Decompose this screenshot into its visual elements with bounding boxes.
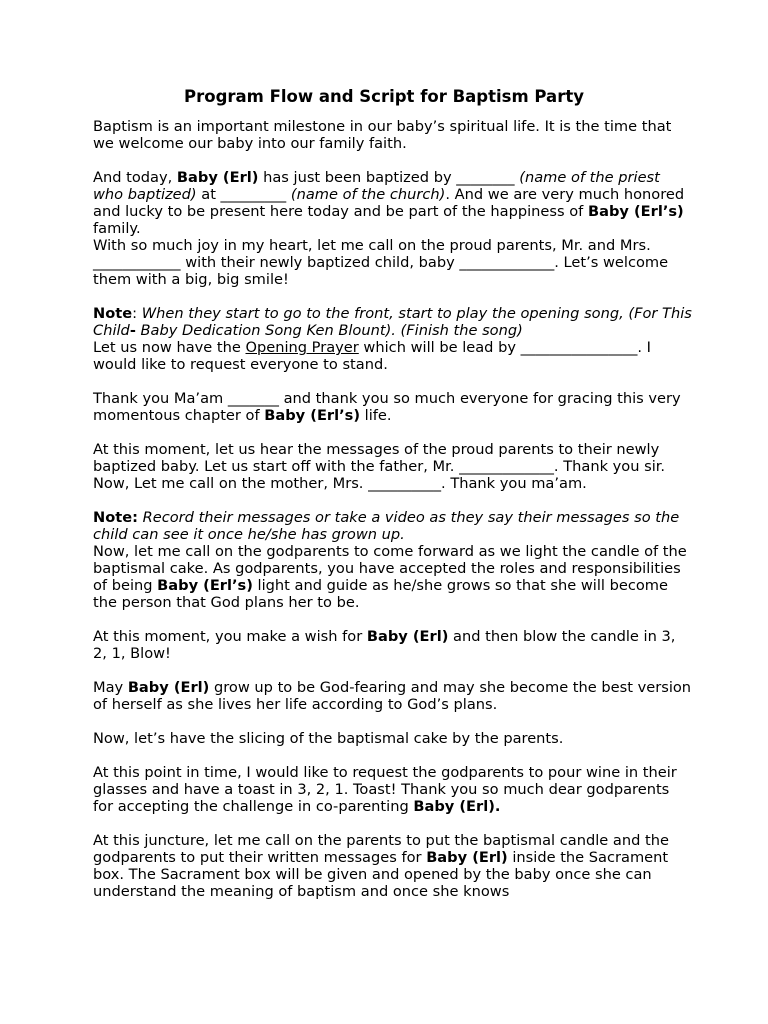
baby-name: Baby (Erl). bbox=[413, 798, 501, 815]
text-run: Let us now have the bbox=[93, 339, 246, 356]
text-run: And today, bbox=[93, 169, 177, 186]
baby-name: Baby (Erl) bbox=[366, 628, 449, 645]
note-italic-text: Baby Dedication Song Ken Blount). (Finish the song) bbox=[135, 322, 523, 339]
paragraph-godparents-candle bbox=[93, 543, 693, 611]
paragraph-baptized-by bbox=[93, 169, 693, 237]
text-run: grow up to be God-fearing and may she become the best version of herself as she lives her life according to God’s plans. bbox=[93, 679, 692, 713]
text-run: and then blow the candle in 3, 2, 1, Blow! bbox=[93, 628, 676, 662]
baby-name-possessive: Baby (Erl’s) bbox=[264, 407, 361, 424]
note-dash: - bbox=[129, 322, 136, 339]
note-opening-song bbox=[93, 305, 693, 339]
note-record-messages bbox=[93, 509, 693, 543]
note-label: Note bbox=[93, 305, 133, 322]
opening-prayer-link[interactable]: Opening Prayer bbox=[245, 339, 359, 356]
text-run: has just been baptized by ________ bbox=[258, 169, 520, 186]
text-run: family. bbox=[93, 220, 141, 237]
paragraph-thank-you bbox=[93, 390, 693, 424]
paragraph-call-parents: With so much joy in my heart, let me call on the proud parents, Mr. and Mrs. ____________ with their newly baptized child, baby _____________. Let’s welcome them with a big, big smile! bbox=[93, 237, 669, 288]
baby-name-possessive: Baby (Erl’s) bbox=[157, 577, 253, 594]
paragraph-parent-messages: At this moment, let us hear the messages of the proud parents to their newly baptized baby. Let us start off with the father, Mr. _____________. Thank you sir. Now, Let me call on the mother, Mrs. __________. Thank you ma’am. bbox=[93, 441, 666, 492]
document-body bbox=[93, 118, 693, 917]
paragraph-opening-prayer bbox=[93, 339, 693, 373]
text-run: . And we are very much honored and lucky to be present here today and be part of the happiness of bbox=[93, 186, 685, 220]
baby-name: Baby (Erl) bbox=[127, 679, 210, 696]
document-title: Program Flow and Script for Baptism Party bbox=[184, 87, 584, 106]
text-run: At this juncture, let me call on the parents to put the baptismal candle and the godparents to put their written messages for bbox=[93, 832, 669, 866]
text-run: May bbox=[93, 679, 128, 696]
text-run: : bbox=[132, 305, 142, 322]
text-run: at _________ bbox=[196, 186, 291, 203]
text-run: life. bbox=[360, 407, 392, 424]
text-run: which will be lead by ________________. I would like to request everyone to stand. bbox=[93, 339, 651, 373]
text-run: inside the Sacrament box. The Sacrament box will be given and opened by the baby once she can understand the meaning of baptism and once she knows bbox=[93, 849, 669, 900]
paragraph-cake-slicing: Now, let’s have the slicing of the baptismal cake by the parents. bbox=[93, 730, 564, 747]
text-run: light and guide as he/she grows so that she will become the person that God plans her to be. bbox=[93, 577, 668, 611]
paragraph-blessing bbox=[93, 679, 693, 713]
text-run: Thank you Ma’am _______ and thank you so much everyone for gracing this very momentous chapter of bbox=[93, 390, 681, 424]
note-italic-text: When they start to go to the front, start to play the opening song, (For This Child bbox=[93, 305, 692, 339]
baby-name-possessive: Baby (Erl’s) bbox=[587, 203, 684, 220]
baby-name: Baby (Erl) bbox=[426, 849, 508, 866]
paragraph-intro: Baptism is an important milestone in our baby’s spiritual life. It is the time that we welcome our baby into our family faith. bbox=[93, 118, 672, 152]
paragraph-make-wish bbox=[93, 628, 693, 662]
text-run: At this point in time, I would like to request the godparents to pour wine in their glasses and have a toast in 3, 2, 1. Toast! Thank you so much dear godparents for accepting the challenge in co-parenting bbox=[93, 764, 677, 815]
italic-note-priest: (name of the priest who baptized) bbox=[93, 169, 660, 203]
italic-note-church: (name of the church) bbox=[290, 186, 446, 203]
baby-name: Baby (Erl) bbox=[176, 169, 259, 186]
note-label: Note: bbox=[93, 509, 138, 526]
text-run: Now, let me call on the godparents to come forward as we light the candle of the baptismal cake. As godparents, you have accepted the roles and responsibilities of being bbox=[93, 543, 687, 594]
paragraph-toast bbox=[93, 764, 693, 815]
text-run: At this moment, you make a wish for bbox=[93, 628, 367, 645]
note-italic-text: Record their messages or take a video as they say their messages so the child can see it once he/she has grown up. bbox=[93, 509, 680, 543]
paragraph-sacrament-box bbox=[93, 832, 693, 900]
